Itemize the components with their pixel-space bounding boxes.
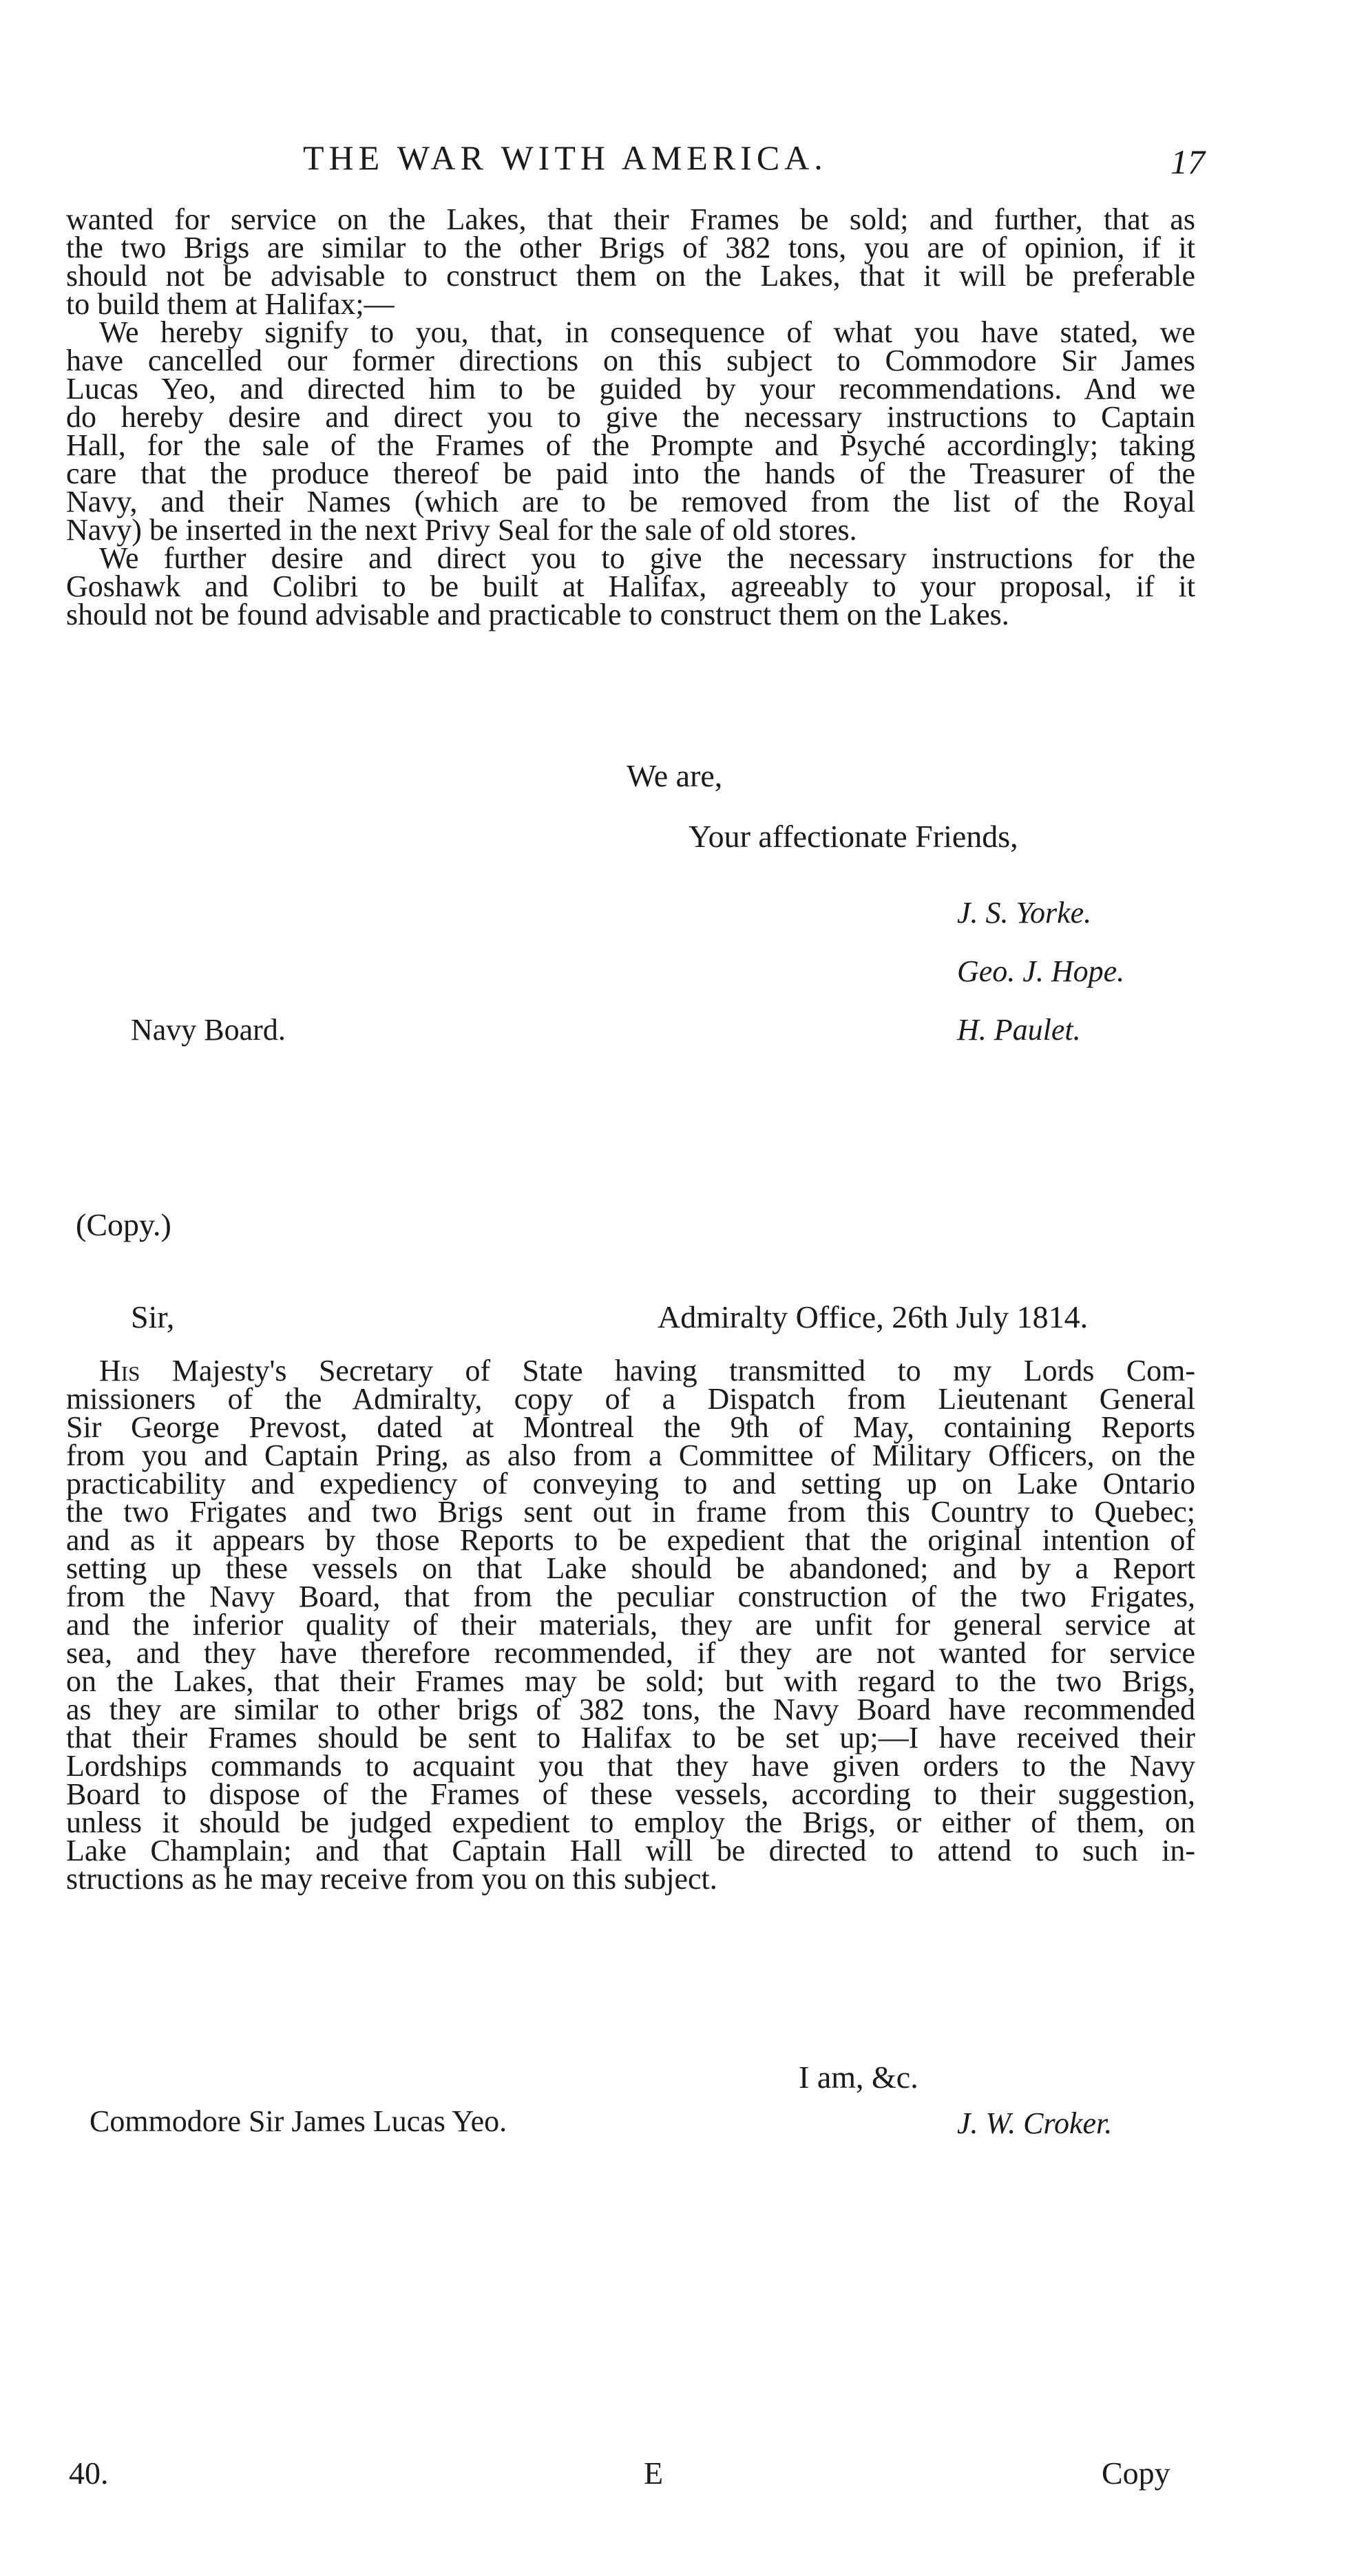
signatory-hope: Geo. J. Hope.	[957, 954, 1125, 988]
text-line: structions as he may receive from you on this subject.	[66, 1862, 717, 1896]
text-line	[66, 1354, 1195, 1388]
text-line: to build them at Halifax;—	[66, 287, 395, 321]
running-title: THE WAR WITH AMERICA.	[303, 138, 828, 177]
signature-mark: 40.	[69, 2455, 109, 2491]
text-line: practicability and expediency of conveying to and setting up on Lake Ontario	[66, 1467, 1195, 1500]
text-line: missioners of the Admiralty, copy of a Dispatch from Lieutenant General	[66, 1382, 1195, 1416]
text-line: the two Brigs are similar to the other Brigs of 382 tons, you are of opinion, if it	[66, 231, 1195, 264]
letter1-valediction: Your affectionate Friends,	[689, 819, 1018, 854]
sheet-letter: E	[644, 2455, 664, 2491]
text-line: from you and Captain Pring, as also from a Committee of Military Officers, on the	[66, 1438, 1195, 1472]
signatory-paulet: H. Paulet.	[957, 1013, 1081, 1047]
letter1-paragraph-2	[66, 315, 1195, 547]
letter2-place-date: Admiralty Office, 26th July 1814.	[658, 1299, 1089, 1334]
catchword: Copy	[1102, 2455, 1170, 2491]
text-line: do hereby desire and direct you to give the necessary instructions to Captain	[66, 400, 1195, 434]
text-line: Lucas Yeo, and directed him to be guided by your recommendations. And we	[66, 372, 1195, 406]
text-line: Lordships commands to acquaint you that they have given orders to the Navy	[66, 1749, 1195, 1783]
text-line: should not be found advisable and practicable to construct them on the Lakes.	[66, 598, 1009, 631]
text-line: on the Lakes, that their Frames may be sold; but with regard to the two Brigs,	[66, 1664, 1195, 1698]
text-line: unless it should be judged expedient to employ the Brigs, or either of them, on	[66, 1805, 1195, 1839]
signatory-yorke: J. S. Yorke.	[957, 896, 1092, 930]
text-line: and the inferior quality of their materials, they are unfit for general service at	[66, 1608, 1195, 1642]
letter2-closing: I am, &c.	[799, 2060, 918, 2095]
text-line: Navy) be inserted in the next Privy Seal for the sale of old stores.	[66, 513, 857, 547]
text-line: Navy, and their Names (which are to be removed from the list of the Royal	[66, 485, 1195, 519]
text-line: wanted for service on the Lakes, that their Frames be sold; and further, that as	[66, 202, 1195, 236]
text-line: sea, and they have therefore recommended, if they are not wanted for service	[66, 1636, 1195, 1670]
text-line-rest: Majesty's Secretary of State having transmitted to my Lords Com-	[140, 1354, 1195, 1388]
letter1-paragraph-1	[66, 202, 1195, 321]
text-line: setting up these vessels on that Lake should be abandoned; and by a Report	[66, 1551, 1195, 1585]
copy-label: (Copy.)	[76, 1207, 171, 1242]
text-line: We hereby signify to you, that, in consequence of what you have stated, we	[99, 315, 1195, 349]
text-line: as they are similar to other brigs of 382 tons, the Navy Board have recommended	[66, 1693, 1195, 1726]
text-line: that their Frames should be sent to Halifax to be set up;—I have received their	[66, 1721, 1195, 1755]
letter1-addressee: Navy Board.	[131, 1013, 286, 1047]
letter2-body	[66, 1354, 1195, 1896]
letter2-salutation: Sir,	[131, 1299, 175, 1334]
letter1-paragraph-3	[66, 541, 1195, 631]
text-line: from the Navy Board, that from the peculiar construction of the two Frigates,	[66, 1580, 1195, 1613]
letter2-addressee: Commodore Sir James Lucas Yeo.	[90, 2104, 507, 2138]
text-line: should not be advisable to construct them on the Lakes, that it will be preferable	[66, 259, 1195, 293]
text-line: Hall, for the sale of the Frames of the Prompte and Psyché accordingly; taking	[66, 428, 1195, 462]
signatory-croker: J. W. Croker.	[957, 2106, 1113, 2140]
text-line: care that the produce thereof be paid into the hands of the Treasurer of the	[66, 457, 1195, 490]
page-number: 17	[1170, 143, 1205, 181]
text-line: the two Frigates and two Brigs sent out in frame from this Country to Quebec;	[66, 1495, 1195, 1529]
text-line: Board to dispose of the Frames of these vessels, according to their suggestion,	[66, 1777, 1195, 1811]
running-head	[0, 138, 1355, 193]
text-line: have cancelled our former directions on this subject to Commodore Sir James	[66, 344, 1195, 377]
drop-word: His	[99, 1354, 140, 1388]
text-line: Sir George Prevost, dated at Montreal the 9th of May, containing Reports	[66, 1410, 1195, 1444]
text-line: Lake Champlain; and that Captain Hall will be directed to attend to such in-	[66, 1834, 1195, 1867]
text-line: Goshawk and Colibri to be built at Halifax, agreeably to your proposal, if it	[66, 569, 1195, 603]
letter1-closing: We are,	[627, 758, 723, 793]
text-line: We further desire and direct you to give the necessary instructions for the	[99, 541, 1195, 575]
text-line: and as it appears by those Reports to be expedient that the original intention of	[66, 1523, 1195, 1557]
